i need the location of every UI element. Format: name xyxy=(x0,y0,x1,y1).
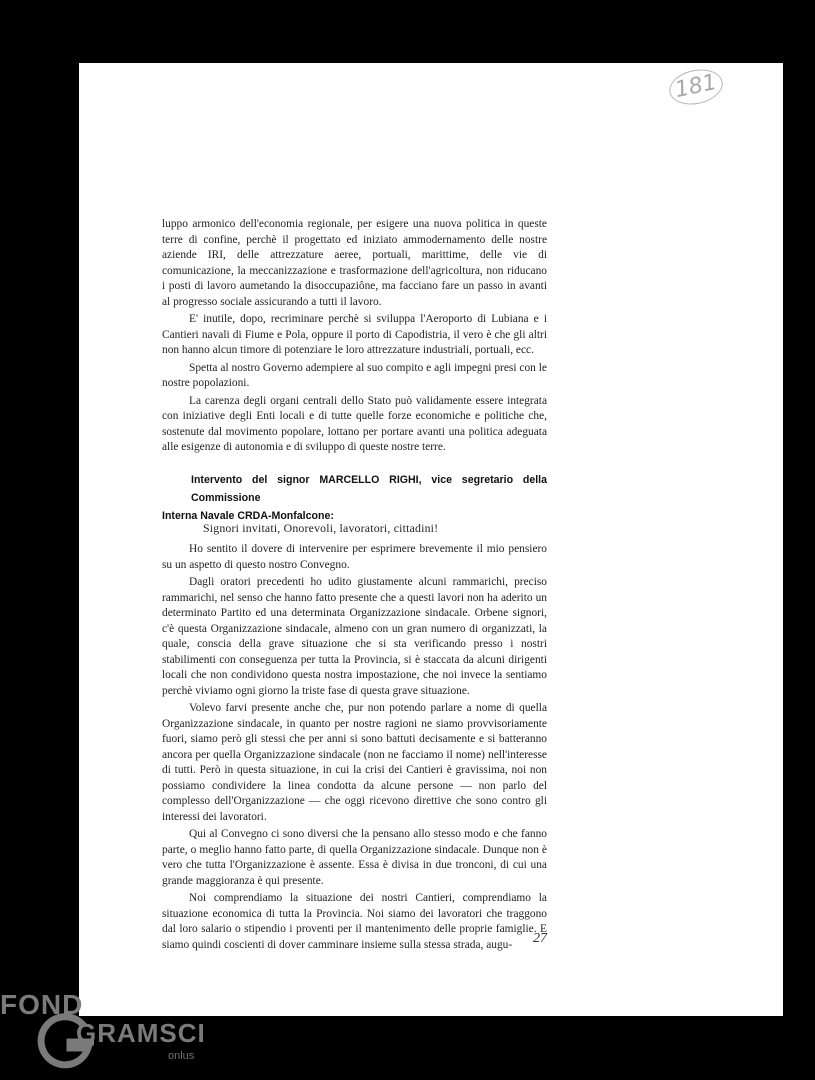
watermark-logo-gramsci: GRAMSCI xyxy=(76,1018,206,1048)
watermark-logo-fond: FOND xyxy=(0,989,84,1020)
archive-number-stamp: 181 xyxy=(666,65,726,109)
heading-line-1: Intervento del signor MARCELLO RIGHI, vice segretario della Commissione xyxy=(191,474,547,504)
paragraph: Ho sentito il dovere di intervenire per esprimere brevemente il mio pensiero su un aspetto di questo nostro Convegno. xyxy=(162,543,547,571)
paragraph: luppo armonico dell'economia regionale, per esigere una nuova politica in queste terre di confine, perchè il progettato ed iniziato ammodernamento delle nostre aziende IRI, delle attrezzature aeree, portuali, marittime, delle vie di comunicazione, la meccanizzazione e trasformazione dell'agricoltura, non riducano i posti di lavoro aumetando la disoccupaziône, ma facciano fare un passo in avanti al progresso sociale assicurando a tutti il lavoro. xyxy=(162,218,547,308)
paragraph: Spetta al nostro Governo adempiere al suo compito e agli impegni presi con le nostre popolazioni. xyxy=(162,361,547,389)
paragraph: E' inutile, dopo, recriminare perchè si sviluppa l'Aeroporto di Lubiana e i Cantieri navali di Fiume e Pola, oppure il porto di Capodistria, il vero è che gli altri non hanno alcun timore di potenziare le loro attrezzature industriali, portuali, ecc. xyxy=(162,313,547,356)
speech-heading xyxy=(162,471,547,525)
heading-line-2: Interna Navale CRDA-Monfalcone: xyxy=(162,510,334,522)
salutation: Signori invitati, Onorevoli, lavoratori, cittadini! xyxy=(203,521,439,535)
paragraph: Volevo farvi presente anche che, pur non potendo parlare a nome di quella Organizzazione sindacale, in quanto per nostre ragioni ne siamo provvisoriamente fuori, siamo però gli stessi che per anni si sono battuti decisamente e si batteranno ancora per quella Organizzazione sindacale (non ne facciamo il nome) nell'interesse di tutti. Però in questa situazione, in cui la crisi dei Cantieri è gravissima, noi non possiamo condividere la linea condotta da alcune persone — non parlo del complesso dell'Organizzazione — che oggi ricevono direttive che sono contro gli interessi dei lavoratori. xyxy=(162,702,547,823)
paragraph: Qui al Convegno ci sono diversi che la pensano allo stesso modo e che fanno parte, o meglio hanno fatto parte, di quella Organizzazione sindacale. Dunque non è vero che tutta l'Organizzazione è assente. Essa è divisa in due tronconi, di cui una grande maggioranza è qui presente. xyxy=(162,828,547,887)
paragraph: Dagli oratori precedenti ho udito giustamente alcuni rammarichi, preciso rammarichi, nel senso che hanno fatto presente che a questi lavori non ha aderito un determinato Partito ed una determinata Organizzazione sindacale. Orbene signori, c'è questa Organizzazione sindacale, almeno con un gran numero di organizzati, la quale, conscia della grave situazione che si sta verificando presso i nostri stabilimenti con conseguenza per tutta la Provincia, si è staccata da alcuni dirigenti locali che non condividono questa nostra impostazione, che noi invece la sentiamo perchè viviamo ogni giorno la triste fase di questa grave situazione. xyxy=(162,576,547,697)
paragraph: La carenza degli organi centrali dello Stato può validamente essere integrata con iniziative degli Enti locali e di tutte quelle forze economiche e politiche che, sostenute dal movimento popolare, lottano per portare avanti una politica adeguata alle esigenze di autonomia e di sviluppo di queste nostre terre. xyxy=(162,394,547,453)
speech-text-block xyxy=(162,542,547,955)
top-text-block xyxy=(162,217,547,458)
paragraph: Noi comprendiamo la situazione dei nostri Cantieri, comprendiamo la situazione economica di tutta la Provincia. Noi siamo dei lavoratori che traggono dal loro salario o stipendio i proventi per il mantenimento delle proprie famiglie. E siamo quindi coscienti di dover camminare insieme sulla stessa strada, augu- xyxy=(162,892,547,951)
page-number: 27 xyxy=(533,931,547,946)
watermark-logo-onlus: onlus xyxy=(168,1050,195,1062)
